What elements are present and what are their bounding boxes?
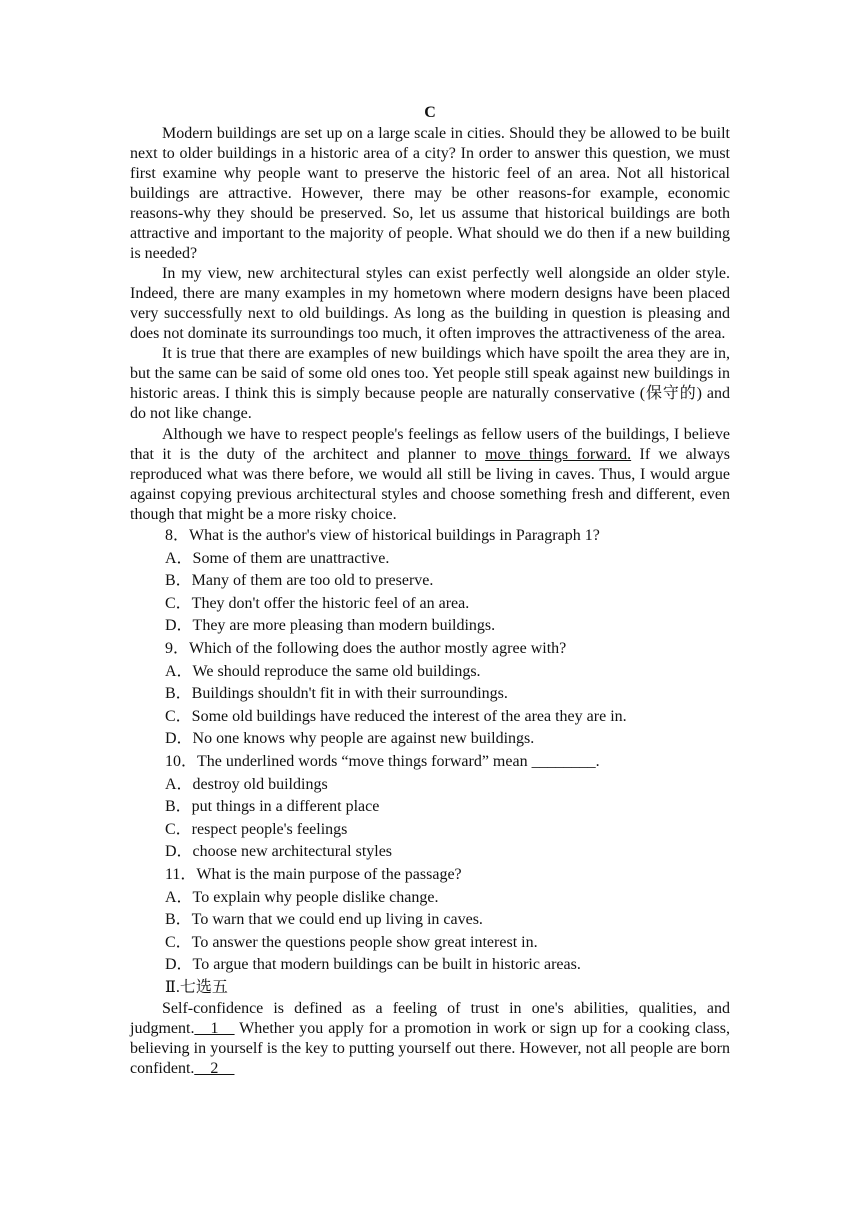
option-a: A．destroy old buildings bbox=[165, 775, 328, 793]
option-d: D．They are more pleasing than modern buildings. bbox=[165, 617, 496, 635]
paragraph-4-text-before: Although we have to respect people's feelings as fellow users of the buildings, I believe that it is the duty of the architect and planner to bbox=[130, 426, 730, 463]
section-2-text-a: Self-confidence is defined as a feeling of trust in one's abilities, qualities, and judgment. bbox=[130, 999, 730, 1037]
option-b: B．Many of them are too old to preserve. bbox=[165, 572, 434, 590]
option-b: B．To warn that we could end up living in caves. bbox=[165, 911, 483, 929]
passage-paragraph-4 bbox=[130, 425, 730, 525]
question-8 bbox=[130, 525, 730, 638]
question-stem: 9．Which of the following does the author mostly agree with? bbox=[165, 639, 567, 657]
passage-paragraph-1: Modern buildings are set up on a large scale in cities. Should they be allowed to be built next to older buildings in a historic area of a city? In order to answer this question, we must first examine why people want to preserve the historic feel of an area. Not all historical buildings are attractive. However, there may be other reasons-for example, economic reasons-why they should be preserved. So, let us assume that historical buildings are both attractive and important to the majority of people. What should we do then if a new building is needed? bbox=[130, 125, 730, 262]
option-c: C．respect people's feelings bbox=[165, 820, 348, 838]
section-2-text-b: Whether you apply for a promotion in work or sign up for a cooking class, believing in yourself is the key to putting yourself out there. However, not all people are born confident. bbox=[130, 1019, 730, 1077]
option-d: D．No one knows why people are against new buildings. bbox=[165, 730, 535, 748]
passage-paragraph-3: It is true that there are examples of new buildings which have spoilt the area they are in, but the same can be said of some old ones too. Yet people still speak against new buildings in historic areas. I think this is simply because people are naturally conservative (保守的) and do not like change. bbox=[130, 345, 730, 422]
option-a: A．To explain why people dislike change. bbox=[165, 888, 439, 906]
passage-heading: C bbox=[424, 104, 436, 121]
document-page bbox=[130, 103, 730, 1079]
question-stem: 11．What is the main purpose of the passage? bbox=[165, 865, 462, 883]
question-stem: 8．What is the author's view of historical buildings in Paragraph 1? bbox=[165, 527, 600, 544]
paragraph-4-text-after: If we always reproduced what was there before, we would all still be living in caves. Thus, I would argue against copying previous architectural styles and choose something fresh and different, even though that might be a more risky choice. bbox=[130, 446, 730, 523]
option-a: A．Some of them are unattractive. bbox=[165, 549, 390, 567]
question-11 bbox=[130, 864, 730, 977]
section-2-title: Ⅱ.七选五 bbox=[165, 978, 228, 996]
blank-2: __2__ bbox=[194, 1059, 235, 1077]
underlined-phrase: move things forward. bbox=[485, 446, 632, 463]
option-c: C．To answer the questions people show great interest in. bbox=[165, 933, 538, 951]
option-a: A．We should reproduce the same old buildings. bbox=[165, 662, 481, 680]
passage-paragraph-2: In my view, new architectural styles can exist perfectly well alongside an older style. Indeed, there are many examples in my hometown where modern designs have been placed very successfully next to old buildings. As long as the building in question is pleasing and does not dominate its surroundings too much, it often improves the attractiveness of the area. bbox=[130, 265, 730, 342]
question-10 bbox=[130, 751, 730, 864]
option-c: C．They don't offer the historic feel of an area. bbox=[165, 594, 470, 612]
option-b: B．put things in a different place bbox=[165, 798, 380, 816]
option-d: D．choose new architectural styles bbox=[165, 843, 393, 861]
question-stem: 10．The underlined words “move things forward” mean ________. bbox=[165, 752, 600, 770]
option-c: C．Some old buildings have reduced the interest of the area they are in. bbox=[165, 707, 627, 725]
question-9 bbox=[130, 638, 730, 751]
option-d: D．To argue that modern buildings can be built in historic areas. bbox=[165, 956, 581, 974]
section-2-paragraph bbox=[130, 999, 730, 1079]
blank-1: __1__ bbox=[194, 1019, 235, 1037]
option-b: B．Buildings shouldn't fit in with their surroundings. bbox=[165, 685, 508, 703]
